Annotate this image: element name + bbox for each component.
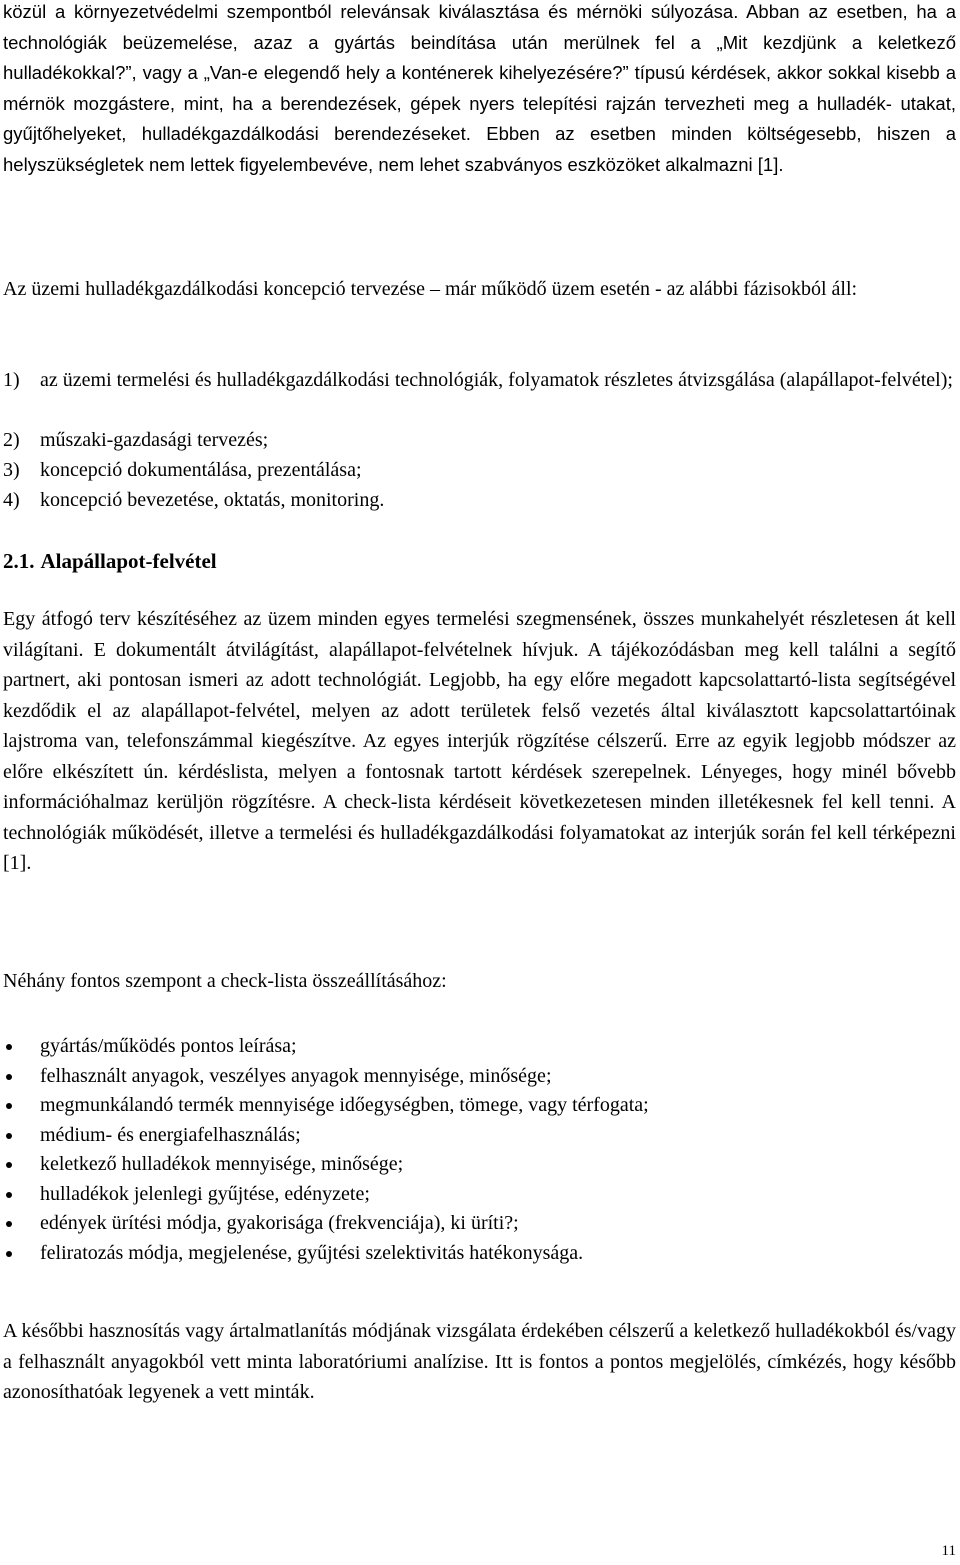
bullet-icon	[6, 1221, 12, 1227]
bullet-icon	[6, 1074, 12, 1080]
bullet-item	[0, 1180, 960, 1210]
numbered-list-item	[3, 425, 956, 455]
bullet-item	[0, 1239, 960, 1269]
list-number: 1)	[3, 369, 20, 391]
paragraph-lab-analysis: A későbbi hasznosítás vagy ártalmatlanítás módjának vizsgálata érdekében célszerű a keletkező hulladékokból és/vagy a felhasznált anyagokból vett minta laboratóriumi analízise. Itt is fontos a pontos megjelölés, címkézés, hogy később azonosíthatóak legyenek a vett minták.	[3, 1320, 956, 1403]
bullet-text: médium- és energiafelhasználás;	[40, 1123, 301, 1146]
list-number: 4)	[3, 489, 20, 511]
bullet-item	[0, 1150, 960, 1180]
section-heading	[3, 546, 217, 576]
numbered-list-item	[3, 365, 956, 395]
bullet-text: gyártás/működés pontos leírása;	[40, 1035, 297, 1057]
page-number: 11	[941, 1543, 956, 1559]
bullet-item	[0, 1062, 960, 1092]
bullet-icon	[6, 1162, 12, 1168]
bullet-icon	[6, 1103, 12, 1109]
numbered-list-item	[3, 485, 956, 515]
bullet-text: megmunkálandó termék mennyisége időegységben, tömege, vagy térfogata;	[40, 1094, 649, 1116]
list-number: 2)	[3, 429, 20, 451]
list-text: koncepció dokumentálása, prezentálása;	[40, 459, 362, 481]
bullet-text: hulladékok jelenlegi gyűjtése, edényzete;	[40, 1182, 370, 1205]
bullet-text: keletkező hulladékok mennyisége, minősége;	[40, 1153, 404, 1175]
paragraph-baseline-survey: Egy átfogó terv készítéséhez az üzem minden egyes termelési szegmensének, összes munkahelyét részletesen át kell világítani. E dokumentált átvilágítást, alapállapot-felvételnek hívjuk. A tájékozódásban meg kell találni a segítő partnert, aki pontosan ismeri az adott technológiát. Legjobb, ha egy előre megadott kapcsolattartó-lista segítségével kezdődik el az alapállapot-felvétel, melyen az adott területek felső vezetés által kiválasztott kapcsolattartóinak lajstroma van, telefonszámmal kiegészítve. Az egyes interjúk rögzítése célszerű. Erre az egyik legjobb módszer az előre elkészített ún. kérdéslista, melyen a fontosnak tartott kérdések szerepelnek. Lényeges, hogy minél bővebb információhalmaz kerüljön rögzítésre. A check-lista kérdéseit következetesen minden illetékesnek fel kell tenni. A technológiák működését, illetve a termelési és hulladékgazdálkodási folyamatokat az interjúk során fel kell térképezni [1].	[3, 608, 956, 874]
bullet-item	[0, 1209, 960, 1239]
bullet-icon	[6, 1044, 12, 1050]
bullet-icon	[6, 1251, 12, 1257]
paragraph-phases-intro: Az üzemi hulladékgazdálkodási koncepció tervezése – már működő üzem esetén - az alábbi fázisokból áll:	[3, 278, 858, 300]
section-number: 2.1.	[3, 549, 35, 573]
bullet-text: feliratozás módja, megjelenése, gyűjtési szelektivitás hatékonysága.	[40, 1241, 584, 1264]
list-text: műszaki-gazdasági tervezés;	[40, 429, 269, 451]
bullet-item	[0, 1032, 960, 1062]
list-number: 3)	[3, 459, 20, 481]
paragraph-intro: közül a környezetvédelmi szempontból relevánsak kiválasztása és mérnöki súlyozása. Abban az esetben, ha a technológiák beüzemelése, azaz a gyártás beindítása után merülnek fel a „Mit kezdjünk a keletkező hulladékokkal?”, vagy a „Van-e elegendő hely a konténerek kihelyezésére?” típusú kérdések, akkor sokkal kisebb a mérnök mozgástere, mint, ha a berendezések, gépek nyers telepítési rajzán tervezheti meg a hulladék- utakat, gyűjtőhelyeket, hulladékgazdálkodási berendezéseket. Ebben az esetben minden költségesebb, hiszen a helyszükségletek nem lettek figyelembevéve, nem lehet szabványos eszközöket alkalmazni [1].	[3, 1, 956, 175]
list-text: koncepció bevezetése, oktatás, monitoring.	[40, 489, 385, 511]
bullet-icon	[6, 1133, 12, 1139]
paragraph-checklist-intro: Néhány fontos szempont a check-lista összeállításához:	[3, 970, 447, 992]
bullet-item	[0, 1121, 960, 1151]
bullet-text: edények ürítési módja, gyakorisága (frekvenciája), ki üríti?;	[40, 1212, 519, 1234]
numbered-list-item	[3, 455, 956, 485]
section-title: Alapállapot-felvétel	[40, 549, 217, 573]
list-text: az üzemi termelési és hulladékgazdálkodási technológiák, folyamatok részletes átvizsgálása (alapállapot-felvétel);	[40, 369, 953, 391]
bullet-text: felhasznált anyagok, veszélyes anyagok mennyisége, minősége;	[40, 1064, 552, 1087]
checklist-bullets	[0, 1032, 960, 1268]
bullet-item	[0, 1091, 960, 1121]
bullet-icon	[6, 1192, 12, 1198]
